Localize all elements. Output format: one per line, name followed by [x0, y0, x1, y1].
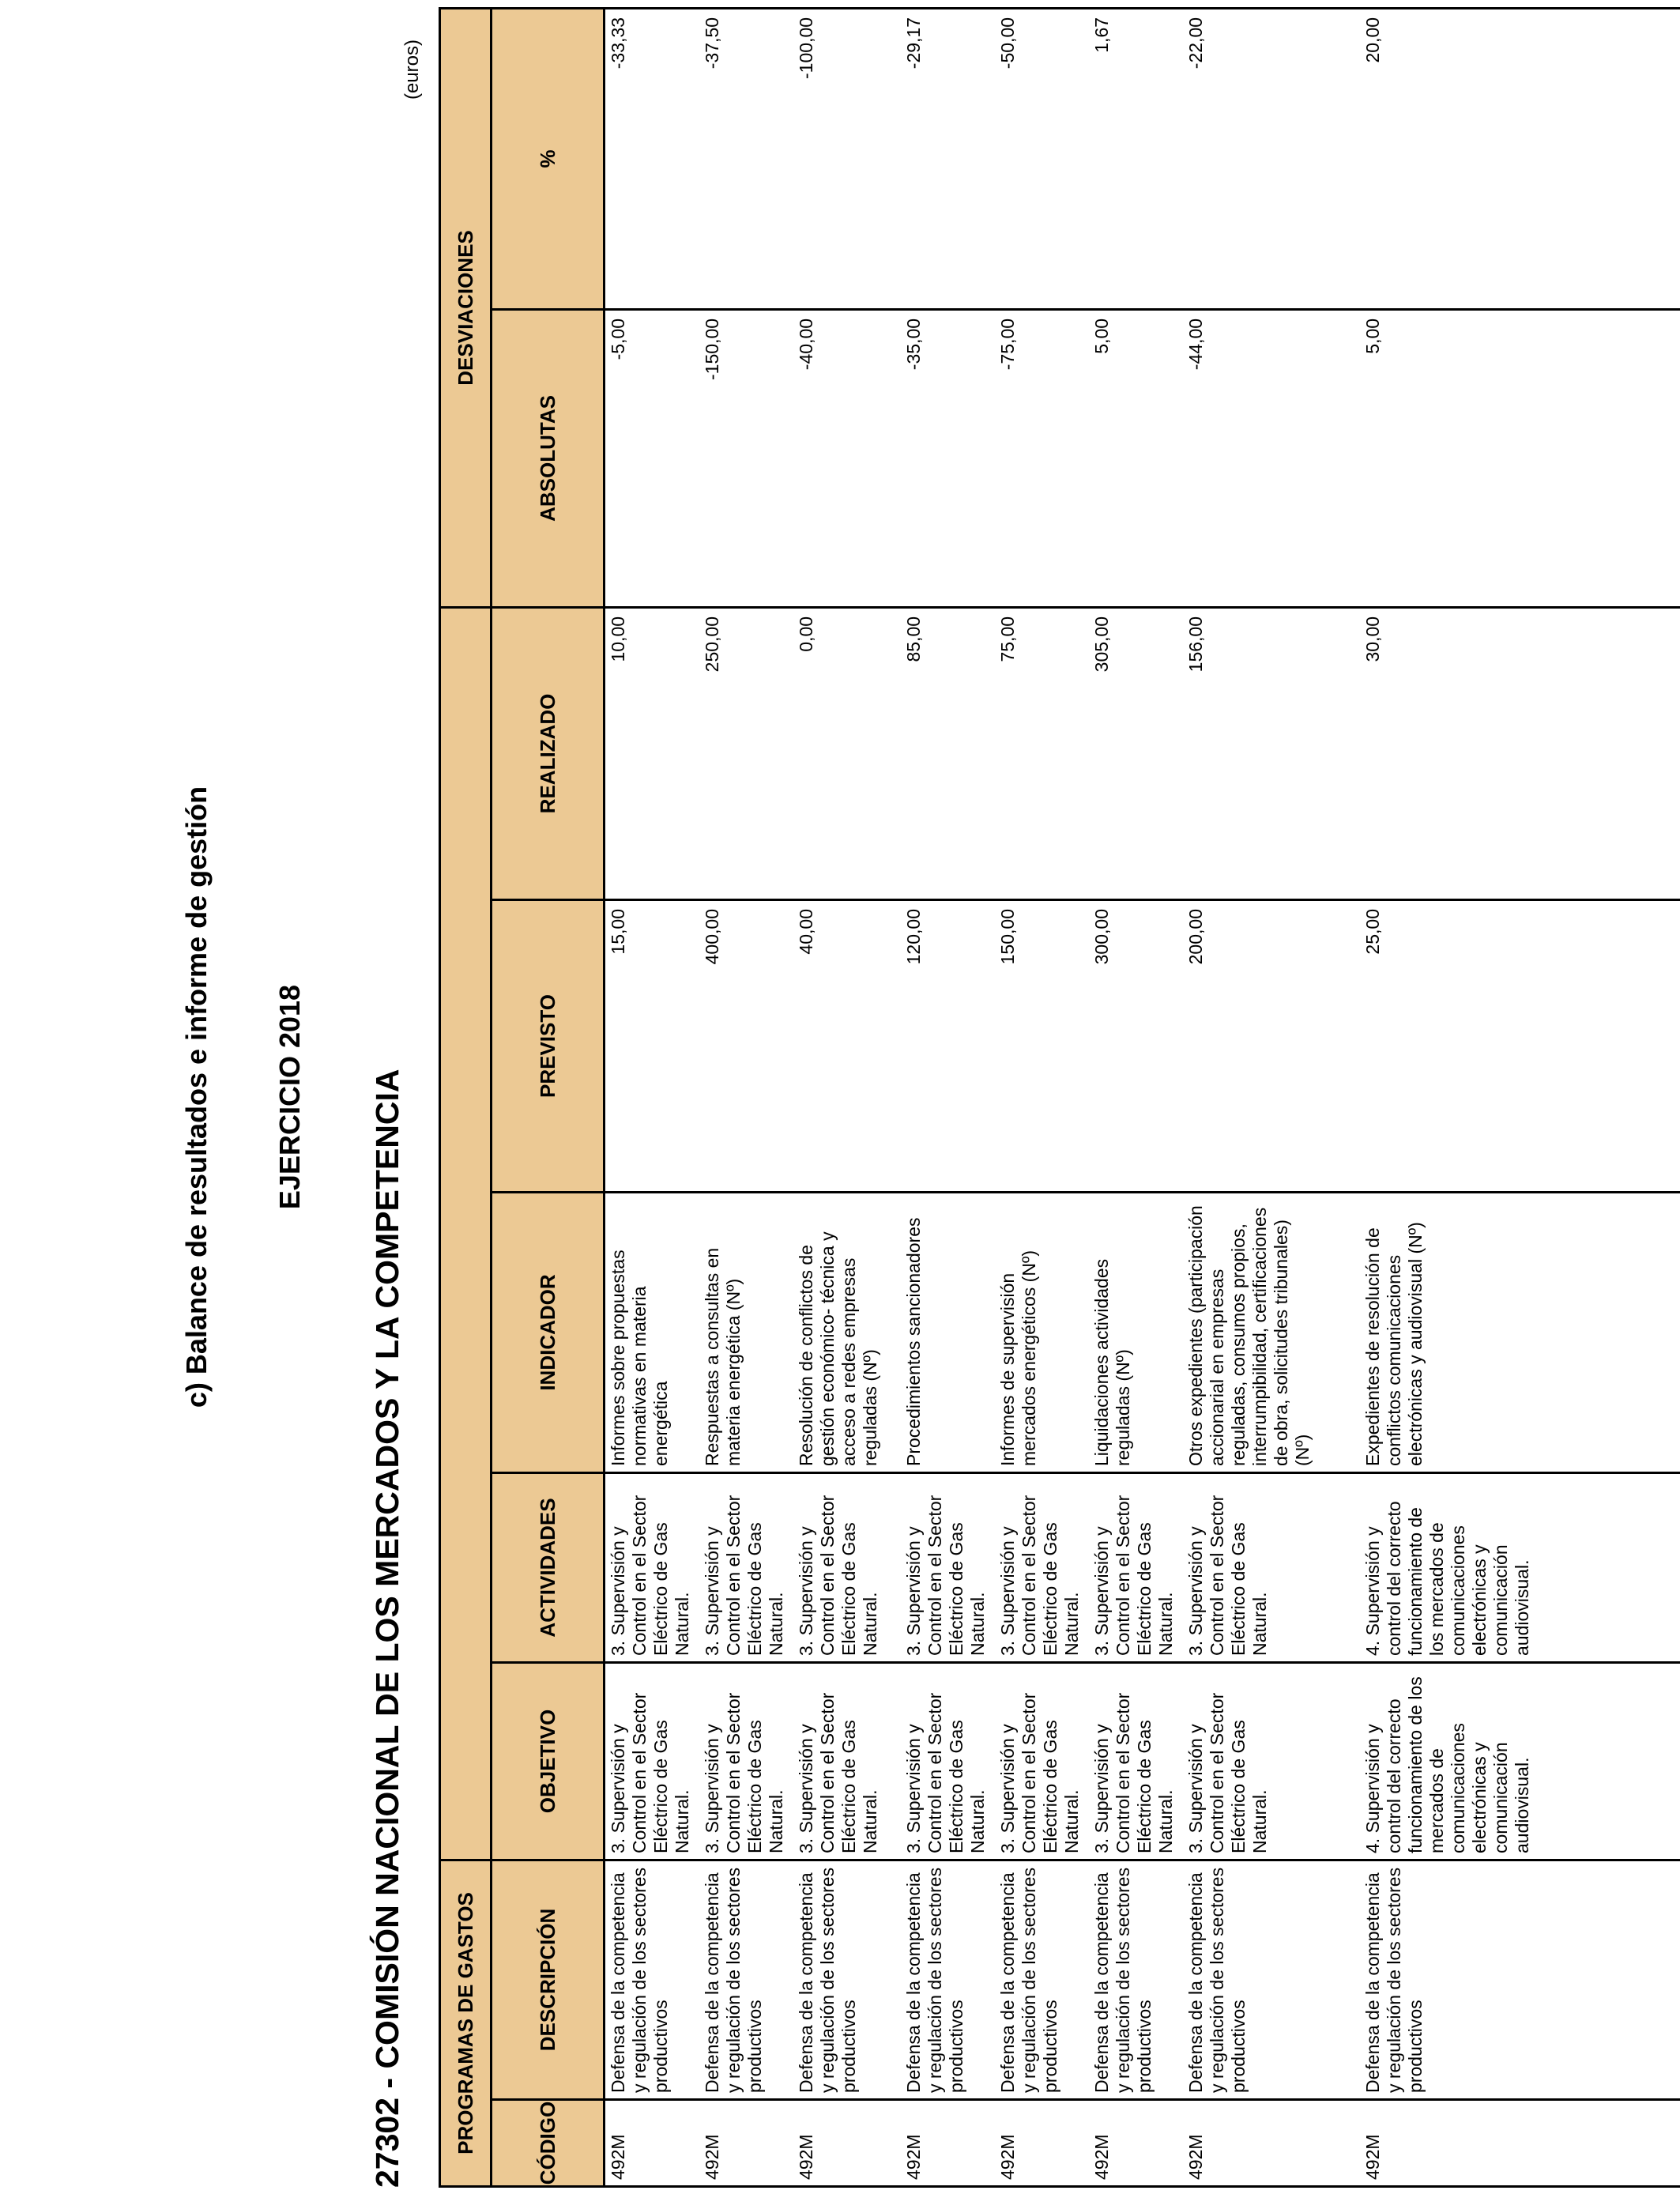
cell-previsto: 400,00	[699, 900, 793, 1193]
cell-objetivo: 3. Supervisión y Control en el Sector Eléctrico de Gas Natural.	[901, 1663, 995, 1860]
group-header-desviaciones: DESVIACIONES	[440, 8, 492, 607]
group-header-blank	[440, 607, 492, 1860]
cell-previsto: 300,00	[1089, 900, 1183, 1193]
cell-realizado: 305,00	[1089, 607, 1183, 899]
cell-indicador: Liquidaciones actividades reguladas (Nº)	[1089, 1193, 1183, 1473]
cell-indicador: Respuestas a consultas en materia energética (Nº)	[699, 1193, 793, 1473]
col-header-previsto: PREVISTO	[492, 900, 605, 1193]
table-row	[901, 8, 995, 2186]
table-row	[699, 8, 793, 2186]
col-header-realizado: REALIZADO	[492, 607, 605, 899]
cell-porcentaje: -33,33	[605, 8, 700, 309]
cell-descripcion: Defensa de la competencia y regulación de los sectores productivos	[901, 1860, 995, 2100]
cell-actividades: 3. Supervisión y Control en el Sector Eléctrico de Gas Natural.	[1089, 1473, 1183, 1663]
cell-objetivo: 3. Supervisión y Control en el Sector Eléctrico de Gas Natural.	[793, 1663, 901, 1860]
table-row	[605, 8, 700, 2186]
table-row	[1089, 8, 1183, 2186]
cell-absolutas: -40,00	[793, 309, 901, 607]
group-header-programas: PROGRAMAS DE GASTOS	[440, 1860, 492, 2187]
cell-descripcion: Defensa de la competencia y regulación de los sectores productivos	[605, 1860, 700, 2100]
cell-codigo: 492M	[1360, 2100, 1680, 2187]
col-header-descripcion: DESCRIPCIÓN	[492, 1860, 605, 2100]
col-header-porcentaje: %	[492, 8, 605, 309]
entity-title: 27302 - COMISIÓN NACIONAL DE LOS MERCADOS Y LA COMPETENCIA	[369, 1069, 405, 2188]
cell-descripcion: Defensa de la competencia y regulación de los sectores productivos	[1089, 1860, 1183, 2100]
cell-absolutas: -75,00	[995, 309, 1089, 607]
cell-actividades: 3. Supervisión y Control en el Sector Eléctrico de Gas Natural.	[1183, 1473, 1360, 1663]
cell-descripcion: Defensa de la competencia y regulación de los sectores productivos	[699, 1860, 793, 2100]
exercise-title: EJERCICIO 2018	[273, 984, 306, 1210]
cell-indicador: Procedimientos sancionadores	[901, 1193, 995, 1473]
col-header-actividades: ACTIVIDADES	[492, 1473, 605, 1663]
cell-realizado: 0,00	[793, 607, 901, 899]
cell-realizado: 30,00	[1360, 607, 1680, 899]
table-row	[995, 8, 1089, 2186]
cell-porcentaje: -100,00	[793, 8, 901, 309]
cell-previsto: 120,00	[901, 900, 995, 1193]
cell-codigo: 492M	[995, 2100, 1089, 2187]
cell-actividades: 3. Supervisión y Control en el Sector Eléctrico de Gas Natural.	[605, 1473, 700, 1663]
cell-codigo: 492M	[605, 2100, 700, 2187]
cell-descripcion: Defensa de la competencia y regulación de los sectores productivos	[793, 1860, 901, 2100]
cell-previsto: 25,00	[1360, 900, 1680, 1193]
col-header-codigo: CÓDIGO	[492, 2100, 605, 2187]
col-header-objetivo: OBJETIVO	[492, 1663, 605, 1860]
cell-previsto: 15,00	[605, 900, 700, 1193]
col-header-absolutas: ABSOLUTAS	[492, 309, 605, 607]
cell-absolutas: 5,00	[1360, 309, 1680, 607]
cell-porcentaje: 1,67	[1089, 8, 1183, 309]
cell-objetivo: 3. Supervisión y Control en el Sector Eléctrico de Gas Natural.	[1089, 1663, 1183, 1860]
cell-objetivo: 3. Supervisión y Control en el Sector Eléctrico de Gas Natural.	[1183, 1663, 1360, 1860]
cell-absolutas: -44,00	[1183, 309, 1360, 607]
cell-indicador: Informes de supervisión mercados energéticos (Nº)	[995, 1193, 1089, 1473]
cell-absolutas: -35,00	[901, 309, 995, 607]
table-row	[1183, 8, 1360, 2186]
report-subtitle: c) Balance de resultados e informe de gestión	[180, 786, 213, 1408]
currency-unit: (euros)	[401, 39, 423, 100]
cell-objetivo: 3. Supervisión y Control en el Sector Eléctrico de Gas Natural.	[699, 1663, 793, 1860]
cell-actividades: 4. Supervisión y control del correcto funcionamiento de los mercados de comunicaciones electrónicas y comunicación audiovisual.	[1360, 1473, 1680, 1663]
cell-previsto: 150,00	[995, 900, 1089, 1193]
cell-codigo: 492M	[793, 2100, 901, 2187]
cell-porcentaje: -29,17	[901, 8, 995, 309]
cell-realizado: 10,00	[605, 607, 700, 899]
cell-indicador: Resolución de conflictos de gestión económico- técnica y acceso a redes empresas reguladas (Nº)	[793, 1193, 901, 1473]
cell-realizado: 85,00	[901, 607, 995, 899]
cell-indicador: Otros expedientes (participación accionarial en empresas reguladas, consumos propios, interrumpibilidad, certificaciones de obra, solicitudes tribunales) (Nº)	[1183, 1193, 1360, 1473]
cell-descripcion: Defensa de la competencia y regulación de los sectores productivos	[1360, 1860, 1680, 2100]
cell-porcentaje: 20,00	[1360, 8, 1680, 309]
cell-porcentaje: -37,50	[699, 8, 793, 309]
cell-absolutas: 5,00	[1089, 309, 1183, 607]
cell-porcentaje: -22,00	[1183, 8, 1360, 309]
cell-previsto: 40,00	[793, 900, 901, 1193]
cell-realizado: 250,00	[699, 607, 793, 899]
cell-codigo: 492M	[1089, 2100, 1183, 2187]
cell-previsto: 200,00	[1183, 900, 1360, 1193]
cell-indicador: Expedientes de resolución de conflictos comunicaciones electrónicas y audiovisual (Nº)	[1360, 1193, 1680, 1473]
cell-absolutas: -150,00	[699, 309, 793, 607]
results-table	[439, 7, 1680, 2188]
cell-codigo: 492M	[699, 2100, 793, 2187]
cell-actividades: 3. Supervisión y Control en el Sector Eléctrico de Gas Natural.	[995, 1473, 1089, 1663]
table-row	[793, 8, 901, 2186]
cell-actividades: 3. Supervisión y Control en el Sector Eléctrico de Gas Natural.	[699, 1473, 793, 1663]
cell-objetivo: 4. Supervisión y control del correcto funcionamiento de los mercados de comunicaciones electrónicas y comunicación audiovisual.	[1360, 1663, 1680, 1860]
cell-descripcion: Defensa de la competencia y regulación de los sectores productivos	[995, 1860, 1089, 2100]
cell-porcentaje: -50,00	[995, 8, 1089, 309]
col-header-indicador: INDICADOR	[492, 1193, 605, 1473]
cell-realizado: 156,00	[1183, 607, 1360, 899]
cell-objetivo: 3. Supervisión y Control en el Sector Eléctrico de Gas Natural.	[605, 1663, 700, 1860]
cell-actividades: 3. Supervisión y Control en el Sector Eléctrico de Gas Natural.	[793, 1473, 901, 1663]
cell-absolutas: -5,00	[605, 309, 700, 607]
table-row	[1360, 8, 1680, 2186]
cell-indicador: Informes sobre propuestas normativas en materia energética	[605, 1193, 700, 1473]
cell-realizado: 75,00	[995, 607, 1089, 899]
cell-objetivo: 3. Supervisión y Control en el Sector Eléctrico de Gas Natural.	[995, 1663, 1089, 1860]
cell-descripcion: Defensa de la competencia y regulación de los sectores productivos	[1183, 1860, 1360, 2100]
cell-codigo: 492M	[1183, 2100, 1360, 2187]
cell-actividades: 3. Supervisión y Control en el Sector Eléctrico de Gas Natural.	[901, 1473, 995, 1663]
cell-codigo: 492M	[901, 2100, 995, 2187]
